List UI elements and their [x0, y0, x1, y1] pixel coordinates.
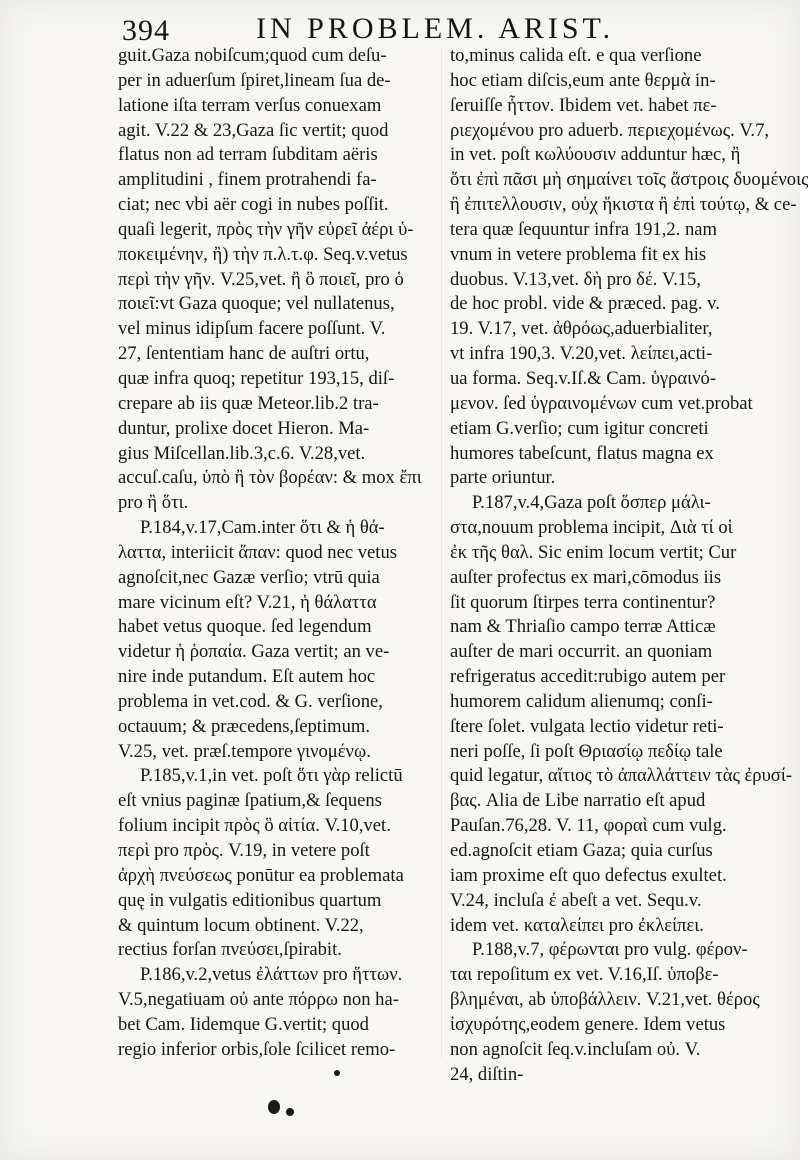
text-line: nam & Thriaſio campo terræ Atticæ [450, 616, 716, 638]
text-line: περὶ pro πρὸς. V.19, in vetere poſt [118, 840, 370, 861]
text-line: to,minus calida eſt. e qua verſione [450, 45, 702, 66]
text-line: problema in vet.cod. & G. verſione, [118, 690, 383, 712]
ink-blot [286, 1108, 294, 1116]
text-line: P.188,v.7, φέρωνται pro vulg. φέρον- [472, 939, 748, 961]
text-line: vnum in vetere problema fit ex his [450, 243, 707, 265]
text-line: quę in vulgatis editionibus quartum [118, 889, 382, 911]
text-line: στα,nouum problema incipit, Διὰ τί οἱ [450, 517, 733, 539]
text-line: flatus non ad terram ſubditam aëris [118, 144, 378, 166]
text-line: folium incipit πρὸς ὃ αἰτία. V.10,vet. [118, 815, 391, 837]
text-line: de hoc probl. vide & præced. pag. v. [450, 293, 720, 315]
text-line: idem vet. καταλείπει pro ἐκλείπει. [450, 914, 704, 936]
text-line: hoc etiam diſcis,eum ante θερμὰ in- [450, 69, 716, 91]
text-line: humores tabeſcunt, flatus magna ex [450, 442, 714, 464]
text-line: octauum; & præcedens,ſeptimum. [118, 715, 370, 737]
text-line: crepare ab iis quæ Meteor.lib.2 tra- [118, 392, 379, 414]
text-line: non agnoſcit ſeq.v.incluſam οὐ. V. [450, 1038, 701, 1060]
text-line: vel minus idipſum facere poſſunt. V. [118, 318, 386, 340]
text-line: V.5,negatiuam οὐ ante πόρρω non ha- [118, 989, 399, 1011]
text-line: ἰσχυρότης,eodem genere. Idem vetus [450, 1013, 726, 1035]
text-line: 19. V.17, vet. ἀθρόως,aduerbialiter, [450, 318, 713, 340]
text-line: agit. V.22 & 23,Gaza ſic vertit; quod [118, 119, 389, 141]
text-line: bet Cam. Iidemque G.vertit; quod [118, 1013, 369, 1035]
text-line: Pauſan.76,28. V. 11, φοραὶ cum vulg. [450, 815, 727, 837]
text-line: ſit quorum ſtirpes terra continentur? [450, 591, 716, 613]
text-line: λαττα, interiicit ἅπαν: quod nec vetus [118, 541, 398, 563]
text-line: quaſi legerit, πρὸς τὴν γῆν εὐρεῖ ἀέρι ὑ- [118, 218, 414, 240]
page-number: 394 [122, 14, 170, 47]
text-line: P.187,v.4,Gaza poſt ὅσπερ μάλι- [472, 492, 711, 514]
right-column [450, 44, 808, 1087]
text-line: humorem calidum alienumq; conſi- [450, 690, 713, 712]
text-line: βλημέναι, ab ὑποβάλλειν. V.21,vet. θέρος [450, 989, 760, 1011]
text-line: refrigeratus accedit:rubigo autem per [450, 666, 726, 688]
text-line: neri poſſe, ſi poſt Θριασίῳ πεδίῳ tale [450, 740, 723, 762]
text-line: ὅτι ἐπὶ πᾶσι μὴ σημαίνει τοῖς ἄστροις δυομένοις [450, 169, 808, 191]
text-line: 24, diſtin- [450, 1063, 524, 1085]
text-line: V.25, vet. præſ.tempore γινομένῳ. [118, 740, 371, 762]
text-line: agnoſcit,nec Gazæ verſio; vtrū quia [118, 566, 380, 588]
text-line: ποκειμένην, ἢ) τὴν π.λ.τ.φ. Seq.v.vetus [118, 243, 408, 265]
text-line: iam proxime eſt quo defectus exultet. [450, 864, 727, 886]
text-line: ſeruiſſe ἧττον. Ibidem vet. habet πε- [450, 94, 717, 116]
text-line: περὶ τὴν γῆν. V.25,vet. ἢ ὃ ποιεῖ, pro ὁ [118, 268, 404, 290]
text-line: ἐκ τῆς θαλ. Sic enim locum vertit; Cur [450, 541, 737, 563]
text-line: nire inde putandum. Eſt autem hoc [118, 666, 376, 688]
text-line: mare vicinum eſt? V.21, ἡ θάλαττα [118, 591, 377, 613]
text-line: gius Miſcellan.lib.3,c.6. V.28,vet. [118, 442, 366, 464]
text-line: amplitudini , finem protrahendi fa- [118, 169, 377, 191]
text-line: etiam G.verſio; cum igitur concreti [450, 417, 709, 439]
text-line: guit.Gaza nobiſcum;quod cum deſu- [118, 45, 387, 66]
text-line: videtur ἡ ῥοπαία. Gaza vertit; an ve- [118, 641, 390, 663]
text-line: V.24, incluſa ἐ abeſt a vet. Sequ.v. [450, 889, 702, 911]
text-line: rectius forſan πνεύσει,ſpirabit. [118, 939, 342, 961]
text-line: ἀρχὴ πνεύσεως ponūtur ea problemata [118, 864, 404, 886]
text-line: μενον. ſed ὑγραινομένων cum vet.probat [450, 392, 753, 414]
text-line: & quintum locum obtinent. V.22, [118, 914, 364, 936]
text-line: regio inferior orbis,ſole ſcilicet remo- [118, 1038, 396, 1060]
text-line: P.185,v.1,in vet. poſt ὅτι γὰρ relictū [140, 765, 403, 787]
text-line: quæ infra quoq; repetitur 193,15, diſ- [118, 367, 395, 389]
text-line: duobus. V.13,vet. δὴ pro δέ. V.15, [450, 268, 701, 290]
running-head: IN PROBLEM. ARIST. [256, 12, 615, 45]
text-line: P.186,v.2,vetus ἐλάττων pro ἥττων. [140, 964, 403, 986]
text-line: pro ἢ ὅτι. [118, 492, 189, 514]
text-line: parte oriuntur. [450, 467, 556, 489]
text-line: P.184,v.17,Cam.inter ὅτι & ἡ θά- [140, 517, 385, 539]
text-line: ſtere ſolet. vulgata lectio videtur reti- [450, 715, 724, 737]
text-line: 27, ſententiam hanc de auſtri ortu, [118, 343, 370, 365]
text-line: auſter profectus ex mari,cōmodus iis [450, 566, 722, 588]
page-header [0, 6, 800, 46]
text-line: eſt vnius paginæ ſpatium,& ſequens [118, 790, 382, 812]
text-line: accuſ.caſu, ὑπὸ ἢ τὸν βορέαν: & mox ἔπι [118, 467, 422, 489]
text-line: quid legatur, αἴτιος τὸ ἀπαλλάττειν τὰς ἐρυσί- [450, 765, 793, 787]
ink-blot [334, 1070, 340, 1076]
text-line: βας. Alia de Libe narratio eſt apud [450, 790, 706, 812]
text-line: vt infra 190,3. V.20,vet. λείπει,acti- [450, 343, 713, 365]
text-line: ται repoſitum ex vet. V.16,Iſ. ὑποβε- [450, 964, 719, 986]
text-line: auſter de mari occurrit. an quoniam [450, 641, 713, 663]
text-line: ριεχομένου pro aduerb. περιεχομένως. V.7, [450, 119, 770, 141]
text-line: ποιεῖ:vt Gaza quoque; vel nullatenus, [118, 293, 395, 315]
ink-blot [268, 1100, 280, 1114]
text-line: habet vetus quoque. ſed legendum [118, 616, 372, 638]
text-line: ua forma. Seq.v.Iſ.& Cam. ὑγραινό- [450, 367, 717, 389]
text-line: ἢ ἐπιτελλουσιν, οὐχ ἥκιστα ἢ ἐπὶ τούτῳ, & ce- [450, 194, 797, 216]
left-column [118, 44, 436, 1063]
text-line: per in aduerſum ſpiret,lineam ſua de- [118, 69, 391, 91]
text-line: latione iſta terram verſus conuexam [118, 94, 382, 116]
text-line: in vet. poſt κωλύουσιν adduntur hæc, ἢ [450, 144, 741, 166]
text-line: ciat; nec vbi aër cogi in nubes poſſit. [118, 194, 389, 216]
text-line: duntur, prolixe docet Hieron. Ma- [118, 417, 370, 439]
text-line: ed.agnoſcit etiam Gaza; quia curſus [450, 840, 713, 861]
column-gutter [441, 48, 442, 1058]
text-line: tera quæ ſequuntur infra 191,2. nam [450, 218, 717, 240]
